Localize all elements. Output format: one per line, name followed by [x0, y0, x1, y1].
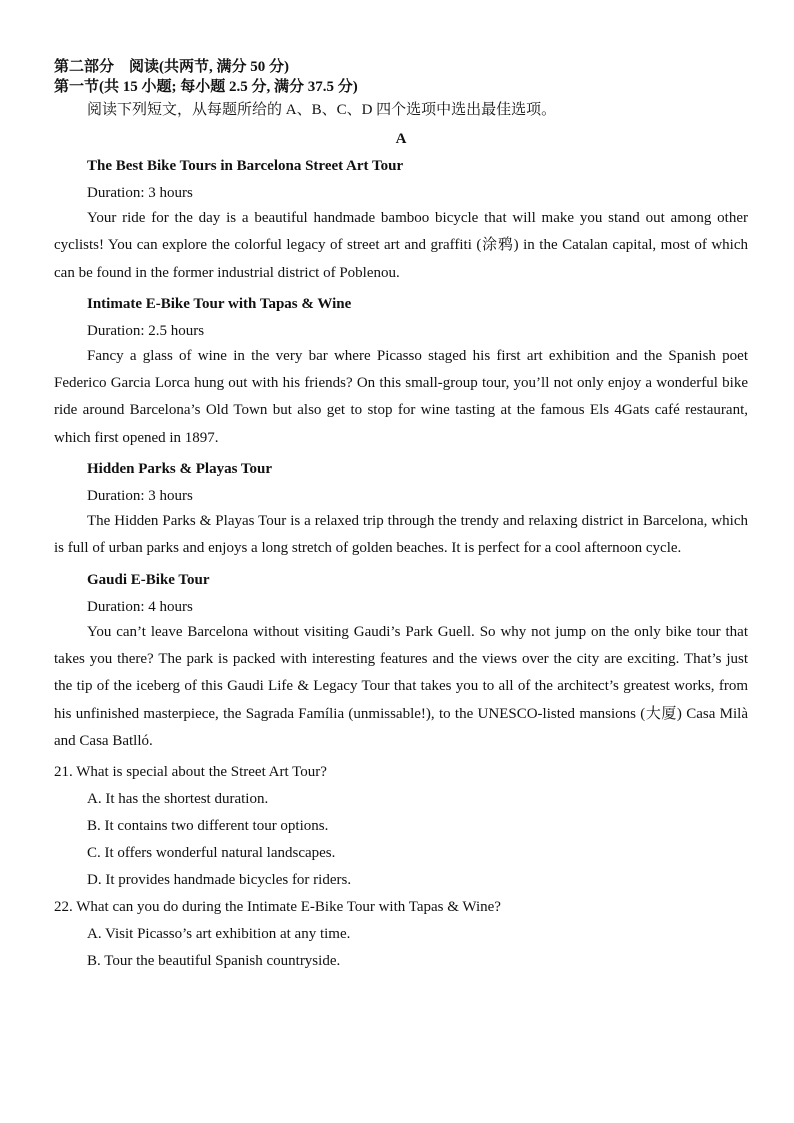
tour-description — [54, 508, 748, 563]
tour-duration: Duration: 2.5 hours — [87, 322, 205, 339]
tour-description-text: You can’t leave Barcelona without visiting Gaudi’s Park Guell. So why not jump on the only bike tour that takes you there? The park is packed with interesting features and the views over the city are exciting. That’s just the tip of the iceberg of this Gaudi Life & Legacy Tour that takes you to all of the architect’s greatest works, from his unfinished masterpiece, the Sagrada Família (unmissable!), to the UNESCO-listed mansions (大厦) Casa Milà and Casa Batlló. — [54, 623, 748, 749]
question-option: D. It provides handmade bicycles for riders. — [87, 872, 352, 889]
instruction: 阅读下列短文，从每题所给的 A、B、C、D 四个选项中选出最佳选项。 — [87, 102, 557, 118]
tour-duration: Duration: 3 hours — [87, 488, 193, 505]
tour-duration: Duration: 4 hours — [87, 598, 193, 615]
exam-page — [54, 57, 748, 971]
tour-name: Gaudi E-Bike Tour — [87, 571, 210, 588]
passage-letter: A — [395, 131, 407, 147]
tour-duration: Duration: 3 hours — [87, 185, 193, 201]
tour-description — [54, 205, 748, 287]
question-option: A. It has the shortest duration. — [87, 791, 269, 808]
section-heading: 第一节(共 15 小题; 每小题 2.5 分, 满分 37.5 分) — [54, 79, 358, 95]
tour-description — [54, 619, 748, 755]
tour-description-text: Your ride for the day is a beautiful handmade bamboo bicycle that will make you stand out among other cyclists! You can explore the colorful legacy of street art and graffiti (涂鸦) in the Catalan capital, most of which can be found in the former industrial district of Poblenou. — [54, 210, 748, 281]
tour-name: Intimate E-Bike Tour with Tapas & Wine — [87, 295, 352, 312]
question-option: B. It contains two different tour options. — [87, 818, 329, 835]
tour-description-text: The Hidden Parks & Playas Tour is a relaxed trip through the trendy and relaxing district in Barcelona, which is full of urban parks and enjoys a long stretch of golden beaches. It is perfect for a cool afternoon cycle. — [54, 513, 748, 557]
tour-name: Hidden Parks & Playas Tour — [87, 461, 273, 478]
question-stem: 21. What is special about the Street Art Tour? — [54, 764, 327, 781]
question-stem: 22. What can you do during the Intimate E-Bike Tour with Tapas & Wine? — [54, 899, 501, 916]
question-option: C. It offers wonderful natural landscapes. — [87, 845, 336, 862]
tour-description — [54, 343, 748, 452]
question-option: B. Tour the beautiful Spanish countryside. — [87, 953, 341, 970]
passage-title: The Best Bike Tours in Barcelona Street Art Tour — [87, 158, 404, 174]
tour-description-text: Fancy a glass of wine in the very bar where Picasso staged his first art exhibition and the Spanish poet Federico Garcia Lorca hung out with his friends? On this small-group tour, you’ll not only enjoy a wonderful bike ride around Barcelona’s Old Town but also get to stop for wine tasting at the famous Els 4Gats café restaurant, which first opened in 1897. — [54, 347, 748, 446]
part-heading: 第二部分 阅读(共两节, 满分 50 分) — [54, 59, 289, 75]
question-option: A. Visit Picasso’s art exhibition at any time. — [87, 926, 351, 943]
